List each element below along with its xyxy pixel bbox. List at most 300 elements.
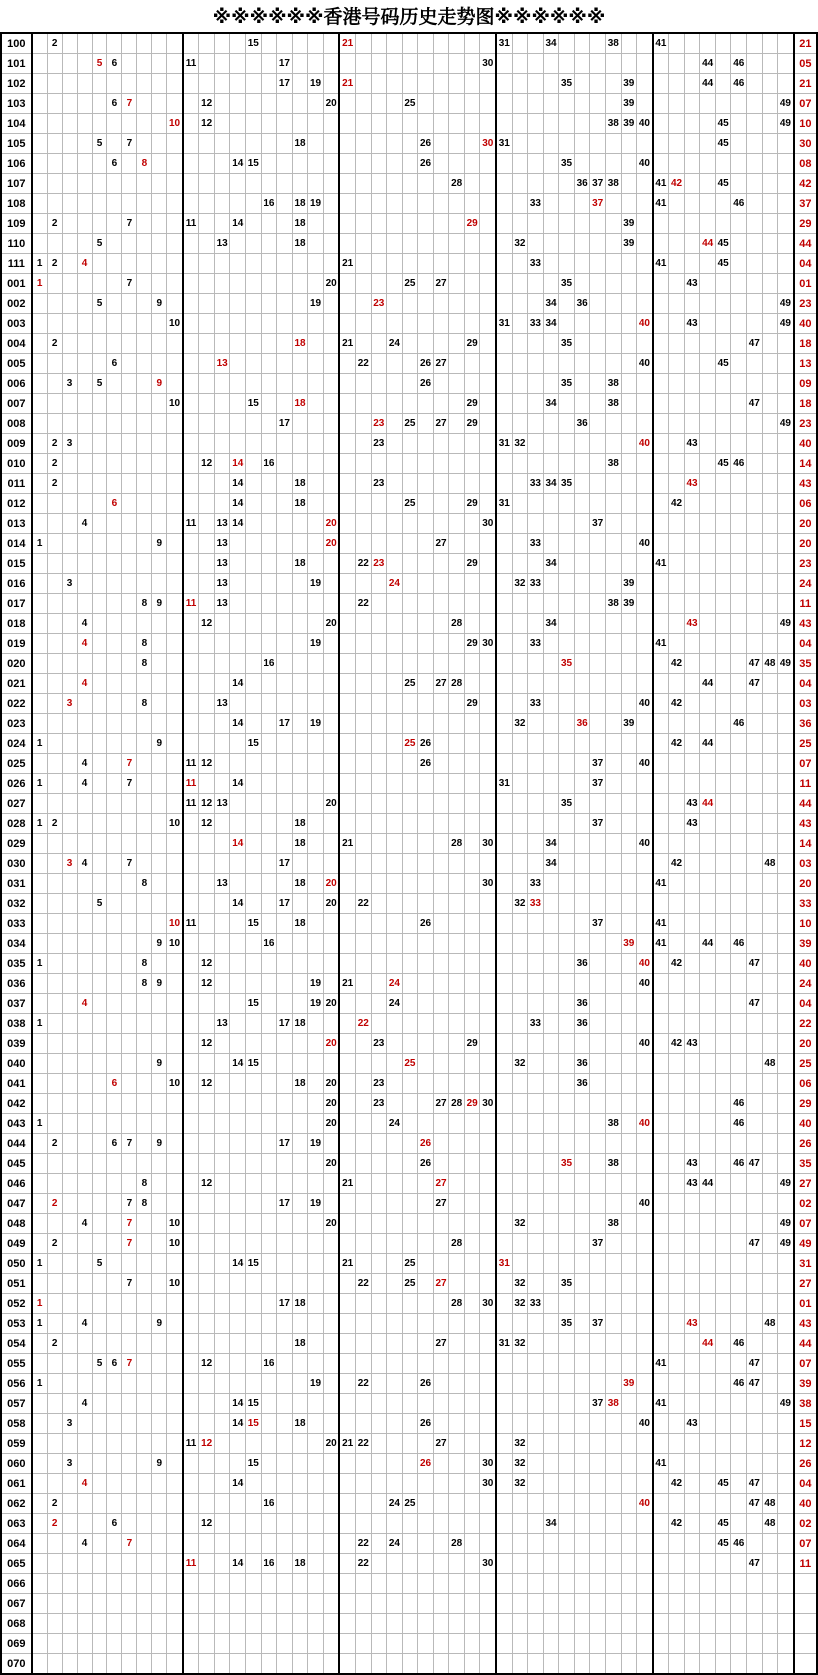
cell-46	[731, 1454, 747, 1474]
cell-6	[107, 174, 122, 194]
cell-49	[778, 1274, 794, 1294]
cell-20	[323, 654, 339, 674]
cell-49	[778, 434, 794, 454]
cell-27	[433, 874, 449, 894]
cell-11: 11	[183, 1554, 199, 1574]
cell-23	[371, 1254, 387, 1274]
cell-3	[62, 394, 77, 414]
cell-4	[77, 274, 92, 294]
cell-49	[778, 1494, 794, 1514]
cell-11	[183, 74, 199, 94]
cell-8: 8	[137, 594, 152, 614]
cell-21: 21	[339, 33, 355, 54]
cell-31	[496, 694, 512, 714]
cell-42	[669, 834, 685, 854]
row-index: 101	[1, 54, 32, 74]
cell-18	[292, 1354, 308, 1374]
cell-42	[669, 1554, 685, 1574]
cell-25	[402, 1114, 418, 1134]
cell-40: 40	[637, 754, 653, 774]
cell-25	[402, 1314, 418, 1334]
cell-9: 9	[152, 534, 167, 554]
cell-27	[433, 1214, 449, 1234]
cell-8	[137, 1354, 152, 1374]
cell-30	[480, 414, 496, 434]
cell-5	[92, 774, 107, 794]
cell-48	[762, 1414, 778, 1434]
cell-48	[762, 974, 778, 994]
cell-35	[559, 134, 575, 154]
cell-23: 23	[371, 1074, 387, 1094]
result-value: 01	[794, 1294, 817, 1314]
cell-19	[308, 694, 324, 714]
cell-36	[574, 1314, 590, 1334]
cell-36	[574, 234, 590, 254]
cell-21	[339, 474, 355, 494]
cell-37	[590, 594, 606, 614]
cell-10	[167, 1614, 183, 1634]
cell-36	[574, 1134, 590, 1154]
cell-18	[292, 1274, 308, 1294]
cell-4	[77, 954, 92, 974]
cell-11	[183, 974, 199, 994]
cell-1	[32, 1334, 47, 1354]
cell-28	[449, 594, 465, 614]
cell-39	[621, 354, 637, 374]
cell-41	[653, 114, 669, 134]
cell-32	[512, 1394, 528, 1414]
cell-4	[77, 314, 92, 334]
cell-44	[700, 214, 716, 234]
cell-46	[731, 394, 747, 414]
table-row	[1, 914, 817, 934]
cell-48	[762, 814, 778, 834]
row-index: 040	[1, 1054, 32, 1074]
cell-16: 16	[261, 1354, 277, 1374]
row-index: 110	[1, 234, 32, 254]
cell-6	[107, 1274, 122, 1294]
cell-15	[246, 1574, 262, 1594]
cell-30	[480, 1354, 496, 1374]
cell-45	[715, 634, 731, 654]
cell-7	[122, 234, 137, 254]
cell-25	[402, 774, 418, 794]
cell-11	[183, 134, 199, 154]
row-index: 057	[1, 1394, 32, 1414]
cell-7	[122, 1654, 137, 1675]
cell-19	[308, 1434, 324, 1454]
cell-29	[464, 994, 480, 1014]
cell-34	[543, 514, 559, 534]
cell-18: 18	[292, 474, 308, 494]
cell-18: 18	[292, 214, 308, 234]
cell-31	[496, 1234, 512, 1254]
cell-43	[684, 854, 700, 874]
cell-16: 16	[261, 934, 277, 954]
cell-28	[449, 1554, 465, 1574]
cell-42	[669, 374, 685, 394]
cell-9	[152, 1434, 167, 1454]
cell-19	[308, 1054, 324, 1074]
cell-19	[308, 414, 324, 434]
cell-28	[449, 554, 465, 574]
cell-26	[418, 1254, 434, 1274]
cell-41	[653, 434, 669, 454]
row-index: 054	[1, 1334, 32, 1354]
cell-1	[32, 94, 47, 114]
cell-26	[418, 994, 434, 1014]
cell-40: 40	[637, 1194, 653, 1214]
cell-44	[700, 994, 716, 1014]
cell-36	[574, 314, 590, 334]
cell-19	[308, 1014, 324, 1034]
cell-10	[167, 534, 183, 554]
cell-4	[77, 54, 92, 74]
cell-3	[62, 814, 77, 834]
cell-17	[277, 554, 293, 574]
cell-49	[778, 1534, 794, 1554]
cell-8	[137, 114, 152, 134]
cell-29	[464, 1194, 480, 1214]
cell-17	[277, 1314, 293, 1334]
cell-6	[107, 1574, 122, 1594]
cell-31	[496, 354, 512, 374]
cell-8	[137, 1634, 152, 1654]
cell-42	[669, 1294, 685, 1314]
cell-4	[77, 454, 92, 474]
cell-39	[621, 1134, 637, 1154]
cell-39	[621, 614, 637, 634]
cell-39	[621, 1614, 637, 1634]
cell-46	[731, 334, 747, 354]
cell-35	[559, 1194, 575, 1214]
cell-42	[669, 1094, 685, 1114]
cell-7: 7	[122, 774, 137, 794]
cell-14: 14	[230, 1254, 246, 1274]
cell-30	[480, 1574, 496, 1594]
cell-26: 26	[418, 1134, 434, 1154]
cell-19	[308, 554, 324, 574]
cell-1	[32, 294, 47, 314]
cell-11	[183, 1014, 199, 1034]
cell-48	[762, 194, 778, 214]
cell-42	[669, 1154, 685, 1174]
table-row	[1, 594, 817, 614]
cell-45	[715, 1454, 731, 1474]
cell-28	[449, 1014, 465, 1034]
row-index: 018	[1, 614, 32, 634]
cell-23	[371, 214, 387, 234]
cell-27	[433, 1514, 449, 1534]
cell-36	[574, 934, 590, 954]
cell-31	[496, 1274, 512, 1294]
cell-31	[496, 1454, 512, 1474]
table-row	[1, 294, 817, 314]
cell-1	[32, 894, 47, 914]
cell-39	[621, 1274, 637, 1294]
cell-19: 19	[308, 294, 324, 314]
cell-43: 43	[684, 474, 700, 494]
cell-42	[669, 1354, 685, 1374]
row-index: 015	[1, 554, 32, 574]
cell-48	[762, 33, 778, 54]
cell-24: 24	[387, 1534, 403, 1554]
row-index: 025	[1, 754, 32, 774]
cell-19	[308, 1074, 324, 1094]
cell-18	[292, 1454, 308, 1474]
cell-8	[137, 914, 152, 934]
cell-8	[137, 674, 152, 694]
cell-12: 12	[199, 814, 215, 834]
cell-23	[371, 614, 387, 634]
cell-29	[464, 934, 480, 954]
cell-15	[246, 1094, 262, 1114]
cell-12: 12	[199, 454, 215, 474]
cell-4	[77, 134, 92, 154]
result-value: 05	[794, 54, 817, 74]
cell-17	[277, 1434, 293, 1454]
cell-21	[339, 754, 355, 774]
cell-30	[480, 1434, 496, 1454]
cell-41	[653, 774, 669, 794]
result-value: 26	[794, 1134, 817, 1154]
cell-24	[387, 1194, 403, 1214]
cell-28	[449, 794, 465, 814]
cell-30	[480, 994, 496, 1014]
cell-2: 2	[47, 1334, 62, 1354]
cell-21	[339, 494, 355, 514]
result-value: 04	[794, 1474, 817, 1494]
cell-10: 10	[167, 1234, 183, 1254]
result-value: 06	[794, 1074, 817, 1094]
row-index: 022	[1, 694, 32, 714]
cell-7	[122, 33, 137, 54]
cell-47	[747, 1254, 763, 1274]
cell-48	[762, 1434, 778, 1454]
cell-20	[323, 674, 339, 694]
cell-11	[183, 1614, 199, 1634]
cell-35	[559, 1174, 575, 1194]
cell-27	[433, 254, 449, 274]
cell-38	[605, 794, 621, 814]
cell-28	[449, 1654, 465, 1675]
cell-16	[261, 1294, 277, 1314]
cell-1	[32, 1214, 47, 1234]
cell-4	[77, 1054, 92, 1074]
cell-48	[762, 634, 778, 654]
cell-4	[77, 1514, 92, 1534]
cell-42	[669, 574, 685, 594]
row-index: 067	[1, 1594, 32, 1614]
cell-26	[418, 1354, 434, 1374]
cell-12	[199, 394, 215, 414]
cell-39	[621, 1494, 637, 1514]
cell-28	[449, 354, 465, 374]
cell-22	[355, 614, 371, 634]
cell-4	[77, 74, 92, 94]
cell-8: 8	[137, 874, 152, 894]
cell-36	[574, 1094, 590, 1114]
cell-8	[137, 1074, 152, 1094]
cell-48: 48	[762, 1314, 778, 1334]
cell-23	[371, 1534, 387, 1554]
cell-28	[449, 894, 465, 914]
cell-15: 15	[246, 734, 262, 754]
cell-41	[653, 514, 669, 534]
cell-5	[92, 1294, 107, 1314]
cell-43	[684, 154, 700, 174]
cell-1	[32, 594, 47, 614]
cell-26: 26	[418, 154, 434, 174]
cell-10	[167, 374, 183, 394]
cell-46	[731, 33, 747, 54]
cell-3	[62, 894, 77, 914]
cell-25	[402, 334, 418, 354]
cell-4	[77, 294, 92, 314]
cell-39	[621, 774, 637, 794]
cell-32	[512, 134, 528, 154]
cell-17	[277, 294, 293, 314]
cell-8	[137, 574, 152, 594]
cell-45: 45	[715, 1534, 731, 1554]
cell-13	[214, 1634, 230, 1654]
cell-14	[230, 33, 246, 54]
cell-11	[183, 1354, 199, 1374]
cell-49	[778, 234, 794, 254]
cell-46	[731, 574, 747, 594]
row-index: 053	[1, 1314, 32, 1334]
cell-42	[669, 1134, 685, 1154]
cell-33	[528, 594, 544, 614]
cell-8	[137, 134, 152, 154]
cell-11	[183, 894, 199, 914]
cell-17	[277, 1394, 293, 1414]
cell-2	[47, 94, 62, 114]
cell-21	[339, 1074, 355, 1094]
cell-34	[543, 974, 559, 994]
cell-4	[77, 694, 92, 714]
cell-26	[418, 1214, 434, 1234]
cell-35	[559, 94, 575, 114]
cell-29	[464, 154, 480, 174]
cell-34	[543, 1594, 559, 1614]
cell-42	[669, 94, 685, 114]
cell-12	[199, 914, 215, 934]
cell-44	[700, 1094, 716, 1114]
cell-18	[292, 1614, 308, 1634]
cell-46: 46	[731, 54, 747, 74]
cell-7	[122, 1574, 137, 1594]
cell-3: 3	[62, 1454, 77, 1474]
cell-19	[308, 914, 324, 934]
cell-14	[230, 754, 246, 774]
cell-6	[107, 994, 122, 1014]
cell-46	[731, 694, 747, 714]
cell-3	[62, 1274, 77, 1294]
cell-33	[528, 454, 544, 474]
cell-36: 36	[574, 294, 590, 314]
cell-4: 4	[77, 514, 92, 534]
cell-33	[528, 374, 544, 394]
cell-17	[277, 494, 293, 514]
cell-6	[107, 774, 122, 794]
table-row	[1, 1174, 817, 1194]
cell-21: 21	[339, 834, 355, 854]
cell-33	[528, 94, 544, 114]
cell-38	[605, 1634, 621, 1654]
cell-47: 47	[747, 334, 763, 354]
cell-47	[747, 74, 763, 94]
cell-2	[47, 1114, 62, 1134]
cell-35	[559, 574, 575, 594]
cell-4	[77, 1574, 92, 1594]
cell-41	[653, 1174, 669, 1194]
cell-45	[715, 934, 731, 954]
cell-13	[214, 1294, 230, 1314]
cell-2	[47, 1094, 62, 1114]
cell-9: 9	[152, 974, 167, 994]
cell-45	[715, 94, 731, 114]
cell-17	[277, 94, 293, 114]
cell-24	[387, 1514, 403, 1534]
cell-29	[464, 434, 480, 454]
cell-28	[449, 714, 465, 734]
cell-46: 46	[731, 74, 747, 94]
cell-36	[574, 1354, 590, 1374]
cell-34: 34	[543, 1514, 559, 1534]
cell-8	[137, 1434, 152, 1454]
result-value: 29	[794, 214, 817, 234]
cell-26	[418, 494, 434, 514]
cell-25	[402, 1394, 418, 1414]
cell-29	[464, 254, 480, 274]
cell-30: 30	[480, 54, 496, 74]
cell-20: 20	[323, 894, 339, 914]
cell-24	[387, 914, 403, 934]
cell-32	[512, 54, 528, 74]
cell-7: 7	[122, 1234, 137, 1254]
cell-31	[496, 1094, 512, 1114]
cell-43	[684, 414, 700, 434]
cell-28	[449, 1114, 465, 1134]
cell-25	[402, 154, 418, 174]
table-row	[1, 194, 817, 214]
cell-38: 38	[605, 454, 621, 474]
cell-19	[308, 1354, 324, 1374]
cell-49: 49	[778, 1234, 794, 1254]
cell-15	[246, 574, 262, 594]
cell-37	[590, 134, 606, 154]
cell-49	[778, 634, 794, 654]
cell-25	[402, 74, 418, 94]
cell-39: 39	[621, 714, 637, 734]
cell-30	[480, 294, 496, 314]
cell-42	[669, 914, 685, 934]
cell-9	[152, 1394, 167, 1414]
row-index: 049	[1, 1234, 32, 1254]
cell-27	[433, 154, 449, 174]
cell-28: 28	[449, 1234, 465, 1254]
cell-45	[715, 1274, 731, 1294]
cell-36: 36	[574, 1014, 590, 1034]
cell-49: 49	[778, 654, 794, 674]
cell-49	[778, 794, 794, 814]
cell-46	[731, 1434, 747, 1454]
cell-40	[637, 654, 653, 674]
cell-1: 1	[32, 734, 47, 754]
cell-34	[543, 1314, 559, 1334]
cell-33	[528, 714, 544, 734]
